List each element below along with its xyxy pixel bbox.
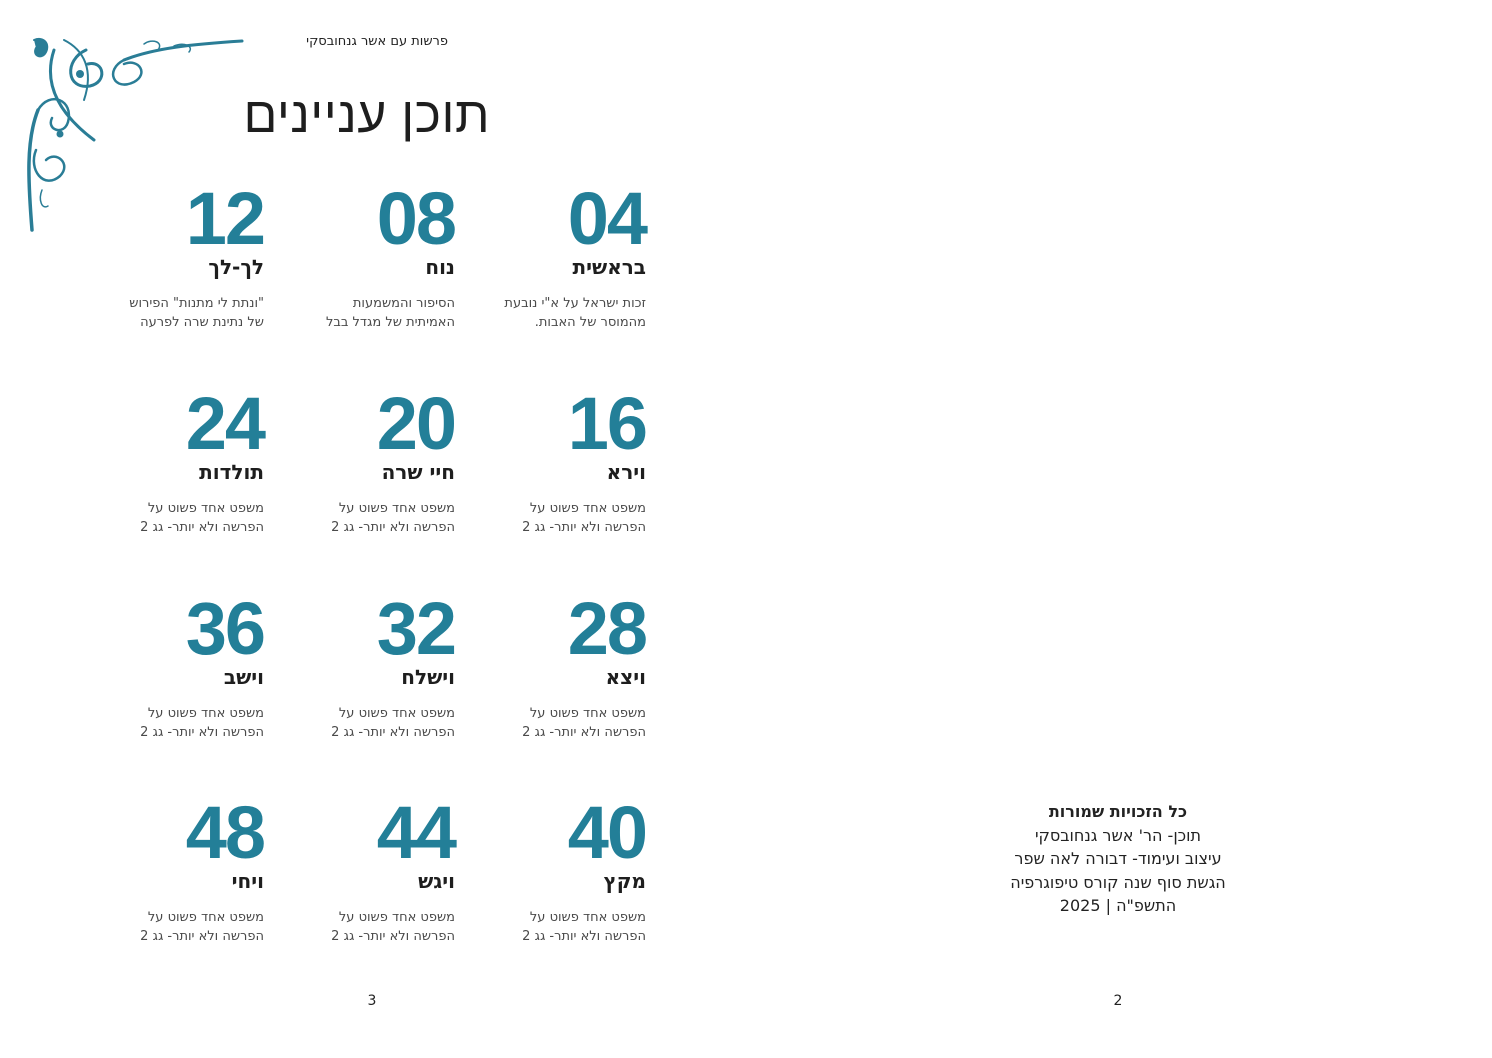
credits-course-line: הגשת סוף שנה קורס טיפוגרפיה xyxy=(1010,872,1226,892)
entry-page-number: 16 xyxy=(567,382,646,465)
entry-parasha-name: מקץ xyxy=(603,869,646,893)
toc-entry-vayera[interactable] xyxy=(446,382,646,537)
entry-description: משפט אחד פשוט על הפרשה ולא יותר- גג 2 xyxy=(522,910,646,944)
toc-entry-toldot[interactable] xyxy=(64,382,264,537)
credits-heading: כל הזכויות שמורות xyxy=(1048,802,1188,821)
toc-entry-miketz[interactable] xyxy=(446,791,646,946)
entry-description: משפט אחד פשוט על הפרשה ולא יותר- גג 2 xyxy=(140,501,264,535)
credits-page xyxy=(746,0,1492,1058)
toc-entry-vayeshev[interactable] xyxy=(64,587,264,742)
credits-design-line: עיצוב ועימוד- דבורה לאה שפר xyxy=(1014,849,1222,868)
entry-parasha-name: ויגש xyxy=(418,869,455,893)
entry-page-number: 48 xyxy=(185,791,264,874)
toc-entry-vayigash[interactable] xyxy=(255,791,455,946)
entry-description: משפט אחד פשוט על הפרשה ולא יותר- גג 2 xyxy=(140,910,264,944)
entry-parasha-name: בראשית xyxy=(572,255,646,279)
entry-page-number: 04 xyxy=(567,177,646,260)
entry-description: משפט אחד פשוט על הפרשה ולא יותר- גג 2 xyxy=(331,501,455,535)
entry-description: משפט אחד פשוט על הפרשה ולא יותר- גג 2 xyxy=(331,706,455,740)
entry-description: זכות ישראל על א"י נובעת מהמוסר של האבות. xyxy=(504,296,646,330)
page-number-left: 3 xyxy=(367,993,377,1009)
entry-parasha-name: ויצא xyxy=(605,665,646,689)
entry-parasha-name: ויחי xyxy=(231,869,264,893)
toc-entry-lech-lecha[interactable] xyxy=(64,177,264,332)
entry-page-number: 20 xyxy=(376,382,455,465)
toc-entry-bereshit[interactable] xyxy=(446,177,646,332)
entry-parasha-name: חיי שרה xyxy=(381,460,455,484)
entry-page-number: 12 xyxy=(185,177,264,260)
entry-page-number: 32 xyxy=(376,587,455,670)
toc-entry-chayei-sarah[interactable] xyxy=(255,382,455,537)
entry-parasha-name: וישב xyxy=(223,665,264,689)
entry-page-number: 28 xyxy=(567,587,646,670)
entry-page-number: 44 xyxy=(376,791,455,874)
credits-year-line: התשפ"ה | 2025 xyxy=(1059,896,1177,915)
entry-parasha-name: תולדות xyxy=(199,460,264,484)
entry-description: משפט אחד פשוט על הפרשה ולא יותר- גג 2 xyxy=(140,706,264,740)
entry-description: משפט אחד פשוט על הפרשה ולא יותר- גג 2 xyxy=(522,706,646,740)
credits-block xyxy=(968,800,1268,918)
toc-title: תוכן עניינים xyxy=(243,87,490,143)
entry-description: "ונתת לי מתנות" הפירוש של נתינת שרה לפרעה xyxy=(129,296,264,330)
entry-page-number: 36 xyxy=(185,587,264,670)
entry-description: הסיפור והמשמעות האמיתית של מגדל בבל xyxy=(325,296,455,330)
entry-page-number: 24 xyxy=(185,382,264,465)
toc-entry-noach[interactable] xyxy=(255,177,455,332)
running-header: פרשות עם אשר גנחובסקי xyxy=(306,34,448,49)
toc-entry-vayishlach[interactable] xyxy=(255,587,455,742)
entry-description: משפט אחד פשוט על הפרשה ולא יותר- גג 2 xyxy=(522,501,646,535)
entry-parasha-name: לך-לך xyxy=(208,255,264,279)
credits-content-line: תוכן- הר' אשר גנחובסקי xyxy=(1034,825,1202,845)
entry-parasha-name: וירא xyxy=(606,460,646,484)
page-number-right: 2 xyxy=(1113,993,1123,1009)
toc-entry-vayechi[interactable] xyxy=(64,791,264,946)
entry-parasha-name: וישלח xyxy=(401,665,455,689)
entry-page-number: 40 xyxy=(567,791,646,874)
entry-parasha-name: נוח xyxy=(425,255,455,279)
entry-page-number: 08 xyxy=(376,177,455,260)
toc-entry-vayetzei[interactable] xyxy=(446,587,646,742)
entry-description: משפט אחד פשוט על הפרשה ולא יותר- גג 2 xyxy=(331,910,455,944)
